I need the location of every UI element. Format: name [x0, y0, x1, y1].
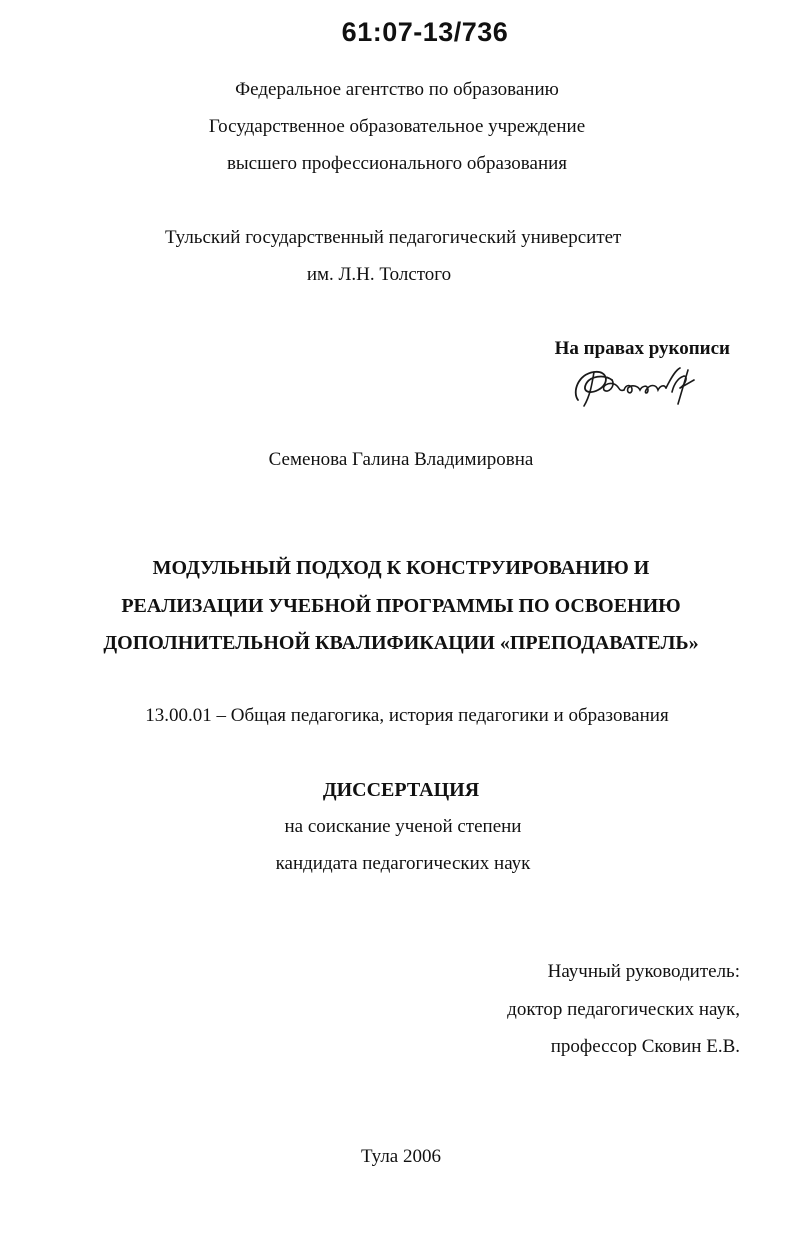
dissertation-title-line-3: ДОПОЛНИТЕЛЬНОЙ КВАЛИФИКАЦИИ «ПРЕПОДАВАТЕЛЬ» [103, 632, 699, 654]
supervisor-degree: доктор педагогических наук, [507, 999, 740, 1020]
specialty-code: 13.00.01 – Общая педагогика, история педагогики и образования [145, 705, 669, 726]
manuscript-rights-label: На правах рукописи [554, 338, 730, 359]
organization-line-3: высшего профессионального образования [226, 153, 568, 174]
organization-line-1: Федеральное агентство по образованию [235, 79, 559, 100]
university-name: Тульский государственный педагогический университет [165, 227, 622, 248]
archive-code: 61:07-13/736 [341, 17, 509, 47]
degree-purpose-line-1: на соискание ученой степени [284, 816, 522, 837]
city-year: Тула 2006 [361, 1146, 441, 1167]
dissertation-heading: ДИССЕРТАЦИЯ [322, 779, 480, 801]
university-named-after: им. Л.Н. Толстого [306, 264, 452, 285]
organization-line-2: Государственное образовательное учреждение [208, 116, 586, 137]
dissertation-title-line-1: МОДУЛЬНЫЙ ПОДХОД К КОНСТРУИРОВАНИЮ И [152, 557, 650, 579]
dissertation-title-line-2: РЕАЛИЗАЦИИ УЧЕБНОЙ ПРОГРАММЫ ПО ОСВОЕНИЮ [121, 595, 681, 617]
supervisor-name: профессор Сковин Е.В. [550, 1036, 740, 1057]
degree-purpose-line-2: кандидата педагогических наук [275, 853, 531, 874]
author-name: Семенова Галина Владимировна [268, 449, 534, 470]
supervisor-label: Научный руководитель: [547, 961, 740, 982]
handwritten-signature [568, 362, 708, 410]
